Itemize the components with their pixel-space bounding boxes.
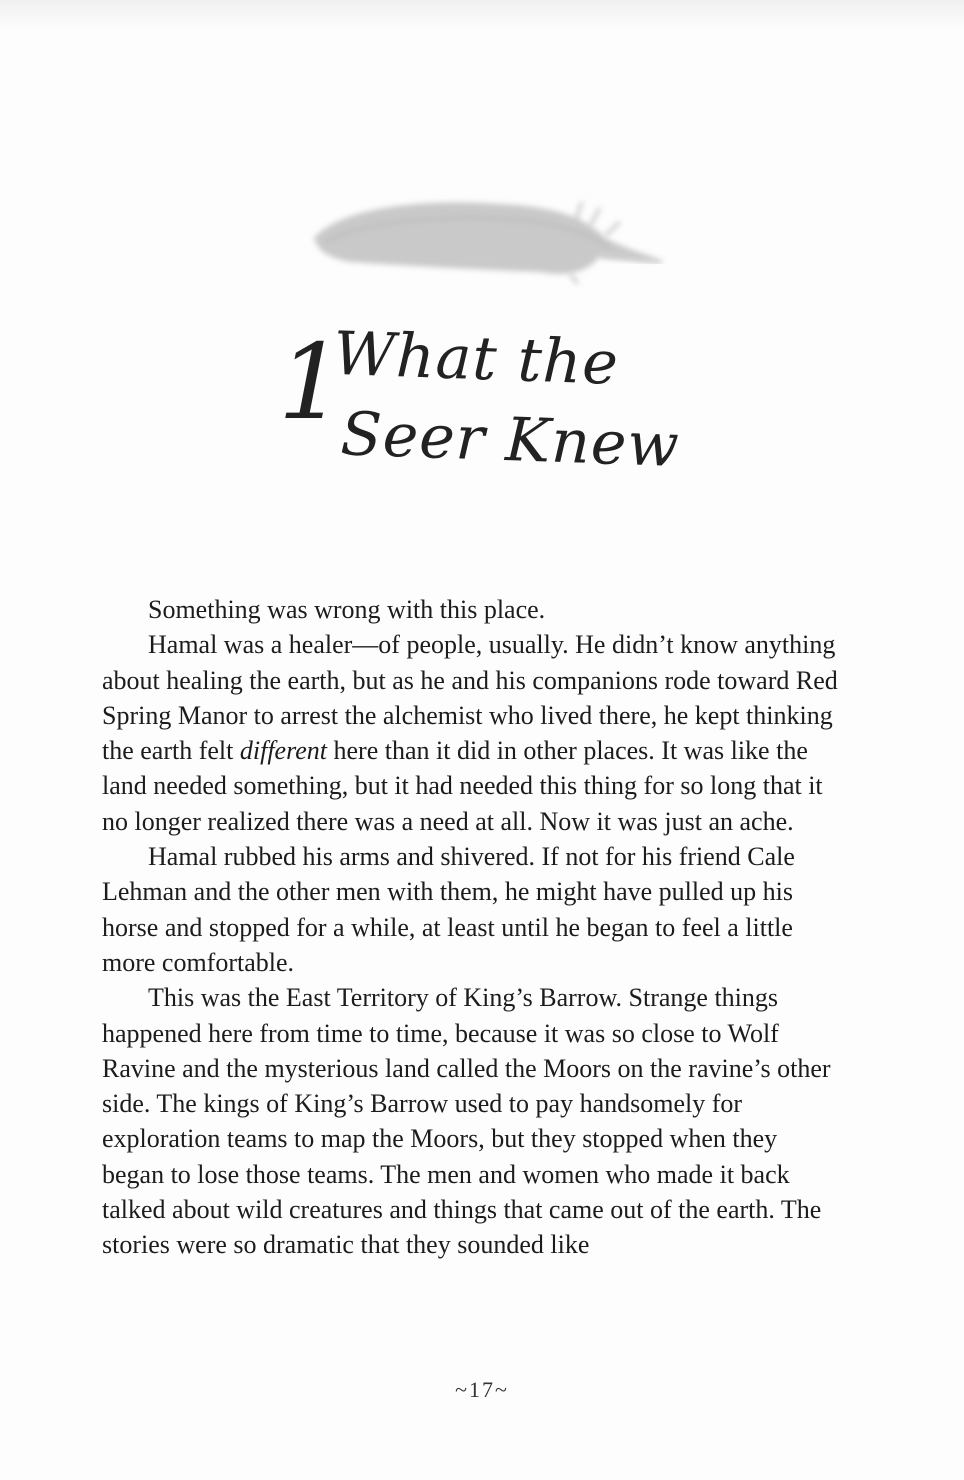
paragraph-4: This was the East Territory of King’s Barrow. Strange things happened here from time to time, because it was so close to Wolf Ravine and the mysterious land called the Moors on the ravine’s other side. The kings of King’s Barrow used to pay handsomely for exploration teams to map the Moors, but they stopped when they began to lose those teams. The men and women who made it back talked about wild creatures and things that came out of the earth. The stories were so dramatic that they sounded like — [102, 983, 831, 1260]
paragraph-1: Something was wrong with this place. — [148, 595, 546, 624]
chapter-body — [102, 592, 842, 1263]
page-edge-shadow — [0, 0, 964, 30]
chapter-title — [329, 314, 684, 486]
chapter-number: 1 — [278, 321, 345, 443]
chapter-title-line-1: What the — [332, 318, 621, 399]
paragraph-2-part-b: here than it did in other places. It was like the land needed something, but it had needed this thing for so long that it no longer realized there was a need at all. Now it was just an ache. — [102, 736, 823, 836]
page-number: ~17~ — [455, 1377, 509, 1402]
paragraph-2-part-a: Hamal was a healer—of people, usually. He didn’t know anything about healing the earth, but as he and his companions rode toward Red Spring Manor to arrest the alchemist who lived there, he kept thinking the earth felt — [102, 630, 838, 766]
emphasis-different: different — [239, 736, 328, 766]
chapter-heading — [270, 300, 690, 510]
paragraph-3: Hamal rubbed his arms and shivered. If not for his friend Cale Lehman and the other men with them, he might have pulled up his horse and stopped for a while, at least until he began to feel a little more comfortable. — [102, 842, 795, 977]
paragraph-2 — [102, 627, 842, 839]
feather-icon — [300, 186, 670, 296]
chapter-title-line-2: Seer Knew — [339, 399, 681, 482]
